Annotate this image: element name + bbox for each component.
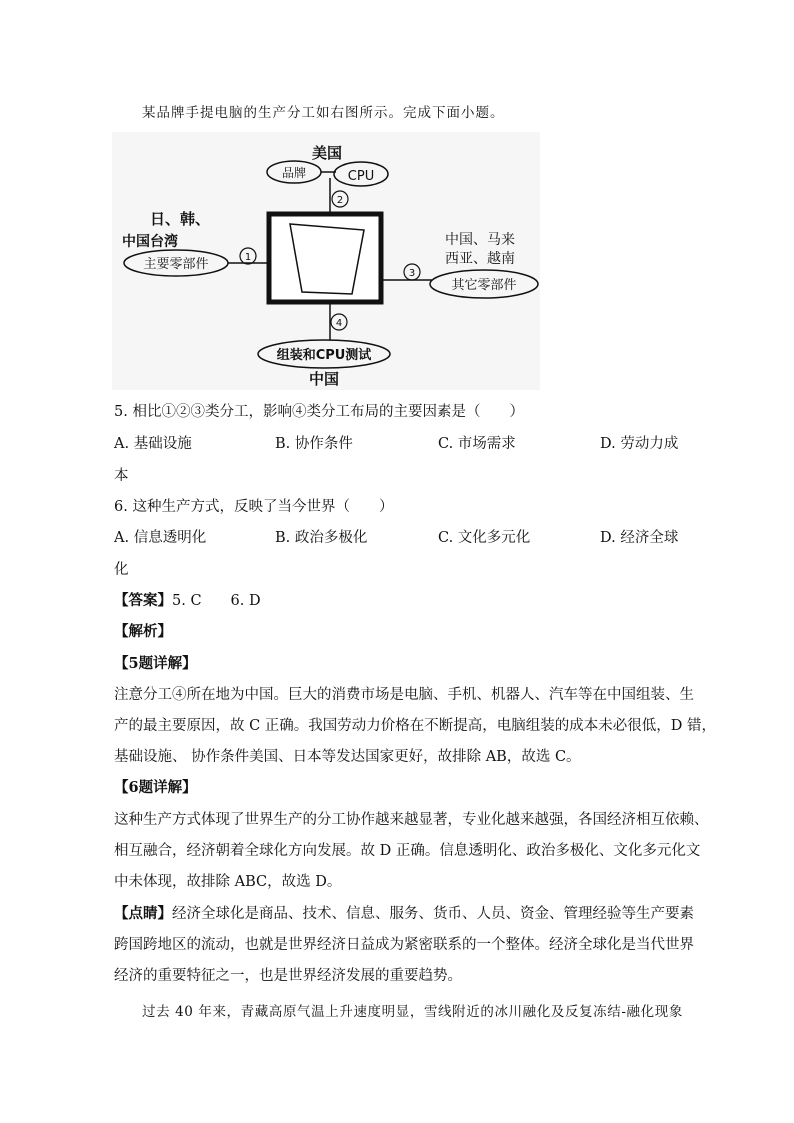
q5-option-d: D. 劳动力成 xyxy=(600,436,679,452)
comment-line-1 xyxy=(114,904,694,924)
q6-option-b: B. 政治多极化 xyxy=(275,530,368,546)
left-task-label: 主要零部件 xyxy=(143,257,209,272)
bottom-region-label: 中国 xyxy=(308,370,340,388)
q6-option-d-wrap: 化 xyxy=(114,562,129,578)
next-passage-text: 过去 40 年来，青藏高原气温上升速度明显，雪线附近的冰川融化及反复冻结-融化现象 xyxy=(142,1004,683,1020)
q5-detail-tag: 【5题详解】 xyxy=(114,655,197,672)
q6-detail-line-2: 相互融合，经济朝着全球化方向发展。故 D 正确。信息透明化、政治多极化、文化多元化文 xyxy=(114,843,701,859)
left-region-line1: 日、韩、 xyxy=(150,210,211,228)
left-region-line2: 中国台湾 xyxy=(122,234,178,250)
num4-label: 4 xyxy=(335,318,343,329)
comment-line-2: 跨国跨地区的流动，也就是世界经济日益成为紧密联系的一个整体。经济全球化是当代世界 xyxy=(114,937,694,953)
comment-text-1: 经济全球化是商品、技术、信息、服务、货币、人员、资金、管理经验等生产要素 xyxy=(172,906,694,922)
right-region-line1: 中国、马来 xyxy=(445,232,515,248)
num1-label: 1 xyxy=(244,252,252,263)
answer-line xyxy=(114,591,261,611)
q5-detail-line-2: 产的最主要原因，故 C 正确。我国劳动力价格在不断提高，电脑组装的成本未必很低，D 错， xyxy=(114,718,717,734)
q6-stem: 6. 这种生产方式，反映了当今世界（ ） xyxy=(114,499,394,515)
num3-label: 3 xyxy=(408,268,416,279)
intro-text: 某品牌手提电脑的生产分工如右图所示。完成下面小题。 xyxy=(142,105,505,121)
q5-option-d-wrap: 本 xyxy=(114,468,129,484)
q6-detail-line-3: 中未体现，故排除 ABC，故选 D。 xyxy=(114,874,342,890)
answer-tag: 【答案】 xyxy=(114,592,172,609)
cpu-label: CPU xyxy=(347,169,375,184)
q5-stem: 5. 相比①②③类分工，影响④类分工布局的主要因素是（ ） xyxy=(114,404,524,420)
analysis-tag: 【解析】 xyxy=(114,623,172,640)
comment-line-3: 经济的重要特征之一，也是世界经济发展的重要趋势。 xyxy=(114,968,462,984)
production-division-diagram xyxy=(112,132,540,390)
laptop-sketch xyxy=(290,224,364,294)
q6-detail-tag: 【6题详解】 xyxy=(114,779,197,796)
top-region-label: 美国 xyxy=(311,144,343,162)
q6-option-d: D. 经济全球 xyxy=(600,530,679,546)
right-region-line2: 西亚、越南 xyxy=(445,251,515,267)
right-task-label: 其它零部件 xyxy=(451,278,517,293)
brand-label: 品牌 xyxy=(281,166,307,180)
q5-option-b: B. 协作条件 xyxy=(275,436,353,452)
q6-option-c: C. 文化多元化 xyxy=(438,530,531,546)
q5-option-a: A. 基础设施 xyxy=(114,436,192,452)
num2-label: 2 xyxy=(336,195,344,206)
answer-text: 5. C 6. D xyxy=(172,593,261,609)
q5-detail-line-3: 基础设施、 协作条件美国、日本等发达国家更好，故排除 AB，故选 C。 xyxy=(114,749,581,765)
comment-tag: 【点睛】 xyxy=(114,905,172,922)
bottom-task-label: 组装和CPU测试 xyxy=(276,348,372,363)
q5-option-c: C. 市场需求 xyxy=(438,436,516,452)
q6-detail-line-1: 这种生产方式体现了世界生产的分工协作越来越显著，专业化越来越强，各国经济相互依赖、 xyxy=(114,812,709,828)
q6-option-a: A. 信息透明化 xyxy=(114,530,207,546)
q5-detail-line-1: 注意分工④所在地为中国。巨大的消费市场是电脑、手机、机器人、汽车等在中国组装、生 xyxy=(114,687,694,703)
